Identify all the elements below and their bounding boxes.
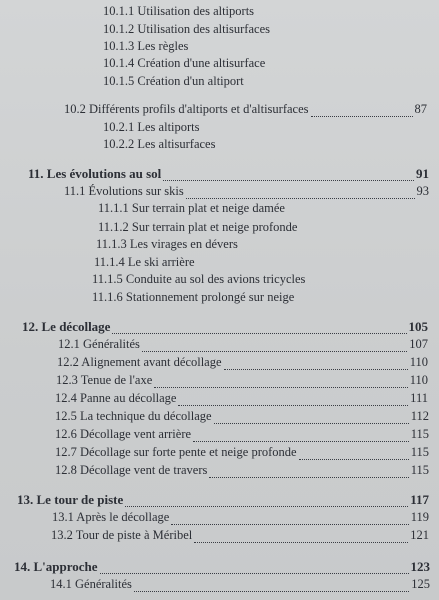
- leader-dots: [134, 582, 409, 592]
- toc-chapter-page: 91: [416, 166, 429, 181]
- toc-entry-title: 11.1.1 Sur terrain plat et neige damée: [98, 201, 285, 215]
- toc-chapter-title: 13. Le tour de piste: [17, 492, 124, 507]
- leader-dots: [311, 107, 413, 117]
- leader-dots: [299, 450, 409, 460]
- toc-chapter-page: 123: [410, 559, 430, 574]
- toc-entry: [55, 427, 429, 442]
- leader-dots: [163, 171, 414, 181]
- toc-entry-title: 11.1.4 Le ski arrière: [94, 255, 195, 269]
- toc-chapter: [14, 559, 430, 574]
- toc-entry-title: 11.1.2 Sur terrain plat et neige profonde: [98, 220, 298, 234]
- toc-entry: [103, 22, 270, 37]
- leader-dots: [171, 515, 408, 525]
- toc-entry: [98, 220, 297, 235]
- toc-entry-title: 11.1 Évolutions sur skis: [64, 184, 184, 198]
- toc-entry-page: 121: [410, 528, 429, 542]
- toc-entry-page: 107: [409, 337, 428, 351]
- toc-entry: [52, 510, 429, 525]
- toc-entry-page: 110: [409, 355, 428, 369]
- toc-entry-page: 93: [416, 184, 429, 198]
- leader-dots: [209, 468, 408, 478]
- toc-entry: [55, 409, 429, 424]
- leader-dots: [154, 378, 407, 388]
- toc-chapter-title: 14. L'approche: [14, 559, 98, 574]
- toc-entry-page: 115: [410, 427, 429, 441]
- toc-entry-page: 115: [410, 445, 429, 459]
- toc-entry-title: 10.1.5 Création d'un altiport: [103, 74, 244, 88]
- toc-entry: [98, 201, 285, 216]
- toc-entry-page: 125: [411, 577, 430, 591]
- toc-entry: [56, 373, 428, 388]
- toc-entry: [103, 56, 265, 71]
- toc-entry: [92, 272, 305, 287]
- toc-entry-title: 10.1.3 Les règles: [103, 39, 189, 53]
- toc-entry: [92, 290, 294, 305]
- toc-entry-title: 11.1.3 Les virages en dévers: [96, 237, 238, 251]
- leader-dots: [125, 497, 408, 507]
- toc-entry: [51, 528, 429, 543]
- toc-entry-title: 10.1.4 Création d'une altisurface: [103, 56, 266, 70]
- toc-entry: [103, 39, 188, 54]
- leader-dots: [224, 360, 408, 370]
- toc-entry-page: 115: [410, 463, 429, 477]
- toc-entry-page: 112: [410, 409, 429, 423]
- leader-dots: [214, 414, 409, 424]
- toc-entry: [64, 184, 429, 199]
- toc-entry-title: 12.6 Décollage vent arrière: [55, 427, 192, 441]
- toc-entry: [58, 337, 428, 352]
- toc-chapter-title: 12. Le décollage: [22, 319, 111, 334]
- toc-entry-title: 10.2.1 Les altiports: [103, 120, 200, 134]
- toc-chapter: [22, 319, 428, 334]
- toc-entry: [55, 445, 429, 460]
- toc-entry: [50, 577, 430, 592]
- toc-entry: [55, 463, 429, 478]
- toc-entry-title: 12.4 Panne au décollage: [55, 391, 177, 405]
- leader-dots: [186, 189, 415, 199]
- toc-entry-title: 12.7 Décollage sur forte pente et neige profonde: [55, 445, 297, 459]
- toc-entry-page: 110: [409, 373, 428, 387]
- toc-entry-title: 12.1 Généralités: [58, 337, 140, 351]
- toc-entry: [57, 355, 428, 370]
- leader-dots: [142, 342, 407, 352]
- toc-chapter: [17, 492, 429, 507]
- toc-chapter: [28, 166, 429, 181]
- toc-entry-title: 10.1.1 Utilisation des altiports: [103, 4, 255, 18]
- toc-entry: [103, 74, 244, 89]
- toc-entry: [96, 237, 238, 252]
- toc-entry: [103, 120, 200, 135]
- toc-entry-title: 12.2 Alignement avant décollage: [57, 355, 222, 369]
- toc-entry: [55, 391, 428, 406]
- leader-dots: [178, 396, 408, 406]
- toc-entry-title: 10.2.2 Les altisurfaces: [103, 137, 216, 151]
- toc-entry: [64, 102, 427, 117]
- toc-entry-title: 10.1.2 Utilisation des altisurfaces: [103, 22, 270, 36]
- toc-entry-title: 12.5 La technique du décollage: [55, 409, 212, 423]
- toc-entry-title: 12.8 Décollage vent de travers: [55, 463, 208, 477]
- toc-entry-title: 11.1.5 Conduite au sol des avions tricycles: [92, 272, 306, 286]
- leader-dots: [112, 324, 406, 334]
- leader-dots: [194, 533, 408, 543]
- toc-entry: [94, 255, 195, 270]
- leader-dots: [100, 564, 409, 574]
- toc-chapter-page: 117: [410, 492, 429, 507]
- toc-entry-title: 10.2 Différents profils d'altiports et d'altisurfaces: [64, 102, 309, 116]
- toc-chapter-page: 105: [408, 319, 428, 334]
- toc-entry: [103, 4, 254, 19]
- toc-entry-title: 12.3 Tenue de l'axe: [56, 373, 153, 387]
- toc-entry-title: 13.2 Tour de piste à Méribel: [51, 528, 193, 542]
- toc-chapter-title: 11. Les évolutions au sol: [28, 166, 162, 181]
- leader-dots: [193, 432, 409, 442]
- toc-entry-page: 87: [414, 102, 427, 116]
- toc-entry-page: 119: [410, 510, 429, 524]
- toc-entry-title: 14.1 Généralités: [50, 577, 132, 591]
- toc-entry-title: 13.1 Après le décollage: [52, 510, 170, 524]
- toc-entry: [103, 137, 215, 152]
- toc-entry-page: 111: [410, 391, 428, 405]
- toc-entry-title: 11.1.6 Stationnement prolongé sur neige: [92, 290, 295, 304]
